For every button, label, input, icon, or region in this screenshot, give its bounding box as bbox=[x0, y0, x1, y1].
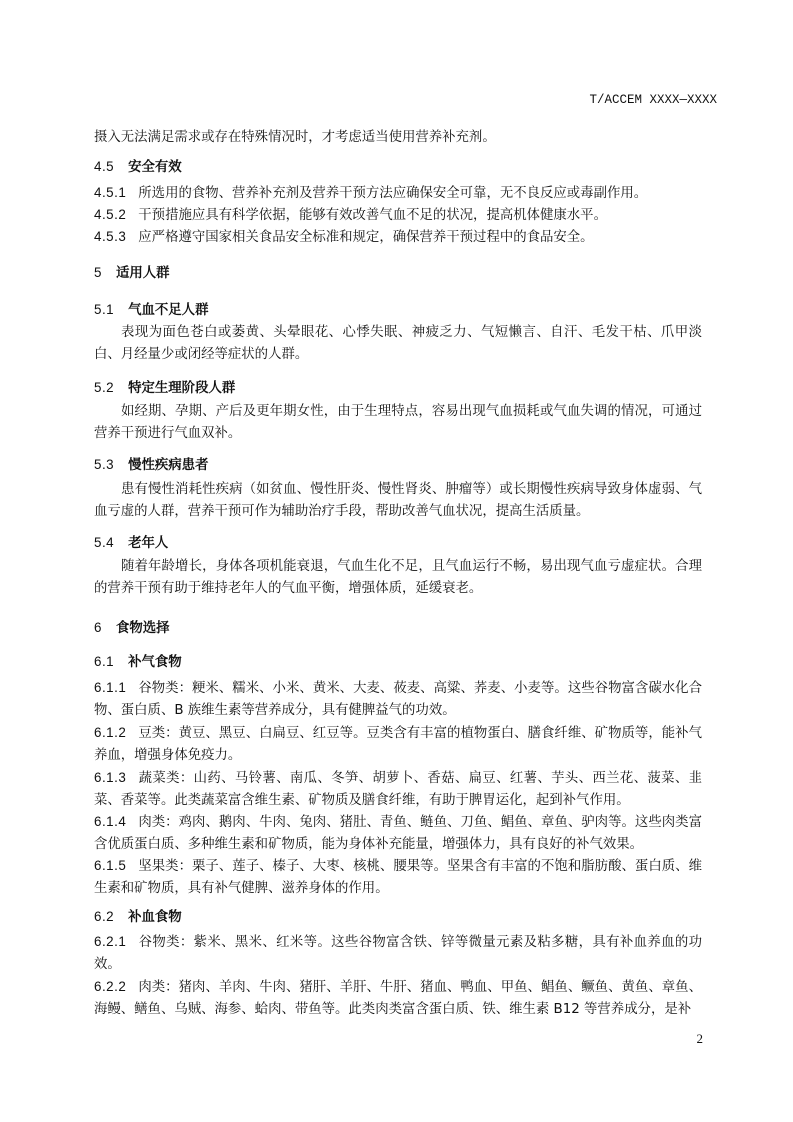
paragraph-5-1 bbox=[94, 322, 702, 366]
heading-6-1 bbox=[94, 651, 702, 674]
clause-number: 6.1.1 bbox=[94, 680, 127, 695]
clause-number: 6.2.2 bbox=[94, 979, 127, 994]
heading-text: 补气食物 bbox=[128, 655, 182, 670]
clause-number: 6.1.2 bbox=[94, 725, 127, 740]
paragraph-continuation bbox=[94, 127, 702, 149]
clause-4-5-3 bbox=[94, 226, 702, 249]
heading-text: 老年人 bbox=[128, 536, 169, 551]
clause-text: 蔬菜类：山药、马铃薯、南瓜、冬笋、胡萝卜、香菇、扁豆、红薯、芋头、西兰花、菠菜、韭菜、香菜等。此类蔬菜富含维生素、矿物质及膳食纤维，有助于脾胃运化，起到补气作用。 bbox=[94, 771, 702, 808]
section-number: 6.1 bbox=[94, 654, 115, 669]
section-number: 5 bbox=[94, 265, 102, 280]
paragraph-text: 患有慢性消耗性疾病（如贫血、慢性肝炎、慢性肾炎、肿瘤等）或长期慢性疾病导致身体虚弱、气血亏虚的人群，营养干预可作为辅助治疗手段，帮助改善气血状况，提高生活质量。 bbox=[94, 482, 702, 519]
page-number: 2 bbox=[696, 1031, 703, 1046]
paragraph-5-3 bbox=[94, 479, 702, 523]
heading-text: 气血不足人群 bbox=[128, 303, 209, 318]
clause-4-5-2 bbox=[94, 204, 702, 227]
section-number: 5.2 bbox=[94, 380, 115, 395]
clause-text: 谷物类：粳米、糯米、小米、黄米、大麦、莜麦、高粱、荞麦、小麦等。这些谷物富含碳水化合物、蛋白质、B 族维生素等营养成分，具有健脾益气的功效。 bbox=[94, 681, 702, 718]
clause-text: 坚果类：栗子、莲子、榛子、大枣、核桃、腰果等。坚果含有丰富的不饱和脂肪酸、蛋白质、维生素和矿物质，具有补气健脾、滋养身体的作用。 bbox=[94, 859, 702, 896]
section-number: 5.1 bbox=[94, 302, 115, 317]
clause-6-1-1 bbox=[94, 677, 702, 722]
clause-6-1-5 bbox=[94, 855, 702, 900]
heading-6-2 bbox=[94, 906, 702, 929]
heading-4-5 bbox=[94, 156, 702, 179]
heading-text: 安全有效 bbox=[128, 160, 182, 175]
heading-5-1 bbox=[94, 299, 702, 322]
clause-number: 4.5.1 bbox=[94, 185, 127, 200]
heading-5-2 bbox=[94, 377, 702, 400]
document-id-header: T/ACCEM XXXX—XXXX bbox=[589, 93, 717, 107]
section-number: 5.3 bbox=[94, 457, 115, 472]
clause-4-5-1 bbox=[94, 182, 702, 205]
section-number: 6 bbox=[94, 620, 102, 635]
clause-6-1-3 bbox=[94, 767, 702, 812]
paragraph-5-4 bbox=[94, 556, 702, 600]
clause-number: 4.5.2 bbox=[94, 207, 127, 222]
clause-text: 肉类：猪肉、羊肉、牛肉、猪肝、羊肝、牛肝、猪血、鸭血、甲鱼、鲳鱼、鳜鱼、黄鱼、章鱼、海鳗、鳝鱼、乌贼、海参、蛤肉、带鱼等。此类肉类富含蛋白质、铁、维生素 B12 等营养成分，是补 bbox=[94, 980, 702, 1017]
clause-text: 肉类：鸡肉、鹅肉、牛肉、兔肉、猪肚、青鱼、鲢鱼、刀鱼、鲳鱼、章鱼、驴肉等。这些肉类富含优质蛋白质、多种维生素和矿物质，能为身体补充能量，增强体力，具有良好的补气效果。 bbox=[94, 815, 702, 852]
clause-6-2-2 bbox=[94, 976, 702, 1021]
clause-6-2-1 bbox=[94, 931, 702, 976]
section-number: 5.4 bbox=[94, 535, 115, 550]
heading-6 bbox=[94, 617, 702, 640]
section-number: 4.5 bbox=[94, 159, 115, 174]
clause-text: 应严格遵守国家相关食品安全标准和规定，确保营养干预过程中的食品安全。 bbox=[138, 230, 594, 245]
paragraph-text: 随着年龄增长，身体各项机能衰退，气血生化不足，且气血运行不畅，易出现气血亏虚症状。合理的营养干预有助于维持老年人的气血平衡，增强体质，延缓衰老。 bbox=[94, 559, 702, 596]
clause-number: 6.1.5 bbox=[94, 858, 127, 873]
clause-number: 6.1.4 bbox=[94, 814, 127, 829]
clause-number: 4.5.3 bbox=[94, 229, 127, 244]
heading-5 bbox=[94, 262, 702, 285]
clause-6-1-2 bbox=[94, 722, 702, 767]
heading-text: 特定生理阶段人群 bbox=[128, 381, 236, 396]
heading-text: 适用人群 bbox=[115, 266, 170, 281]
clause-number: 6.1.3 bbox=[94, 770, 127, 785]
heading-text: 慢性疾病患者 bbox=[128, 458, 209, 473]
section-number: 6.2 bbox=[94, 909, 115, 924]
heading-text: 补血食物 bbox=[128, 910, 182, 925]
heading-text: 食物选择 bbox=[115, 621, 170, 636]
paragraph-text: 表现为面色苍白或萎黄、头晕眼花、心悸失眠、神疲乏力、气短懒言、自汗、毛发干枯、爪甲淡白、月经量少或闭经等症状的人群。 bbox=[94, 325, 702, 362]
clause-text: 所选用的食物、营养补充剂及营养干预方法应确保安全可靠，无不良反应或毒副作用。 bbox=[138, 186, 648, 201]
heading-5-4 bbox=[94, 532, 702, 555]
clause-6-1-4 bbox=[94, 811, 702, 856]
paragraph-text: 如经期、孕期、产后及更年期女性，由于生理特点，容易出现气血损耗或气血失调的情况，可通过营养干预进行气血双补。 bbox=[94, 404, 702, 441]
clause-number: 6.2.1 bbox=[94, 934, 127, 949]
clause-text: 谷物类：紫米、黑米、红米等。这些谷物富含铁、锌等微量元素及粘多糖，具有补血养血的功效。 bbox=[94, 935, 702, 972]
paragraph-text: 摄入无法满足需求或存在特殊情况时，才考虑适当使用营养补充剂。 bbox=[94, 130, 496, 145]
paragraph-5-2 bbox=[94, 401, 702, 445]
clause-text: 干预措施应具有科学依据，能够有效改善气血不足的状况，提高机体健康水平。 bbox=[138, 208, 607, 223]
clause-text: 豆类：黄豆、黑豆、白扁豆、红豆等。豆类含有丰富的植物蛋白、膳食纤维、矿物质等，能补气养血，增强身体免疫力。 bbox=[94, 726, 702, 763]
heading-5-3 bbox=[94, 454, 702, 477]
